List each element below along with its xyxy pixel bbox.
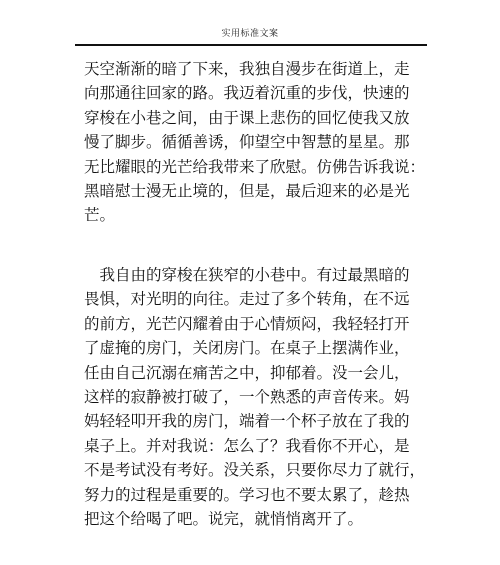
text-line: 努力的过程是重要的。学习也不要太累了，趁热: [84, 485, 410, 504]
text-line: 芒。: [84, 206, 116, 225]
paragraph-1: [84, 57, 424, 228]
header-divider: [75, 44, 427, 46]
text-line: 的前方，光芒闪耀着由于心情烦闷，我轻轻打开: [84, 314, 410, 333]
text-line: 向那通往回家的路。我迈着沉重的步伐，快速的: [84, 84, 410, 103]
header-title: 实用标准文案: [221, 29, 279, 39]
text-line: 了虚掩的房门，关闭房门。在桌子上摆满作业，: [84, 339, 410, 358]
text-line: 无比耀眼的光芒给我带来了欣慰。仿佛告诉我说：: [84, 157, 426, 176]
text-line: 我自由的穿梭在狭窄的小巷中。有过最黑暗的: [84, 266, 410, 284]
text-line: 天空渐渐的暗了下来，我独自漫步在街道上，走: [84, 60, 410, 78]
text-line: 不是考试没有考好。没关系，只要你尽力了就行，: [84, 461, 426, 480]
text-line: 桌子上。并对我说：怎么了？我看你不开心，是: [84, 436, 410, 455]
text-line: 这样的寂静被打破了，一个熟悉的声音传来。妈: [84, 387, 410, 406]
text-line: 妈轻轻叩开我的房门，端着一个杯子放在了我的: [84, 412, 410, 431]
text-line: 慢了脚步。循循善诱，仰望空中智慧的星星。那: [84, 133, 410, 152]
text-line: 畏惧，对光明的向往。走过了多个转角，在不远: [84, 290, 410, 309]
text-line: 任由自己沉溺在痛苦之中，抑郁着。没一会儿，: [84, 363, 410, 382]
text-line: 把这个给喝了吧。说完，就悄悄离开了。: [84, 509, 364, 528]
paragraph-2: [84, 263, 424, 531]
text-line: 穿梭在小巷之间，由于课上悲伤的回忆使我又放: [84, 108, 410, 127]
text-line: 黑暗慰士漫无止境的，但是，最后迎来的必是光: [84, 181, 410, 200]
